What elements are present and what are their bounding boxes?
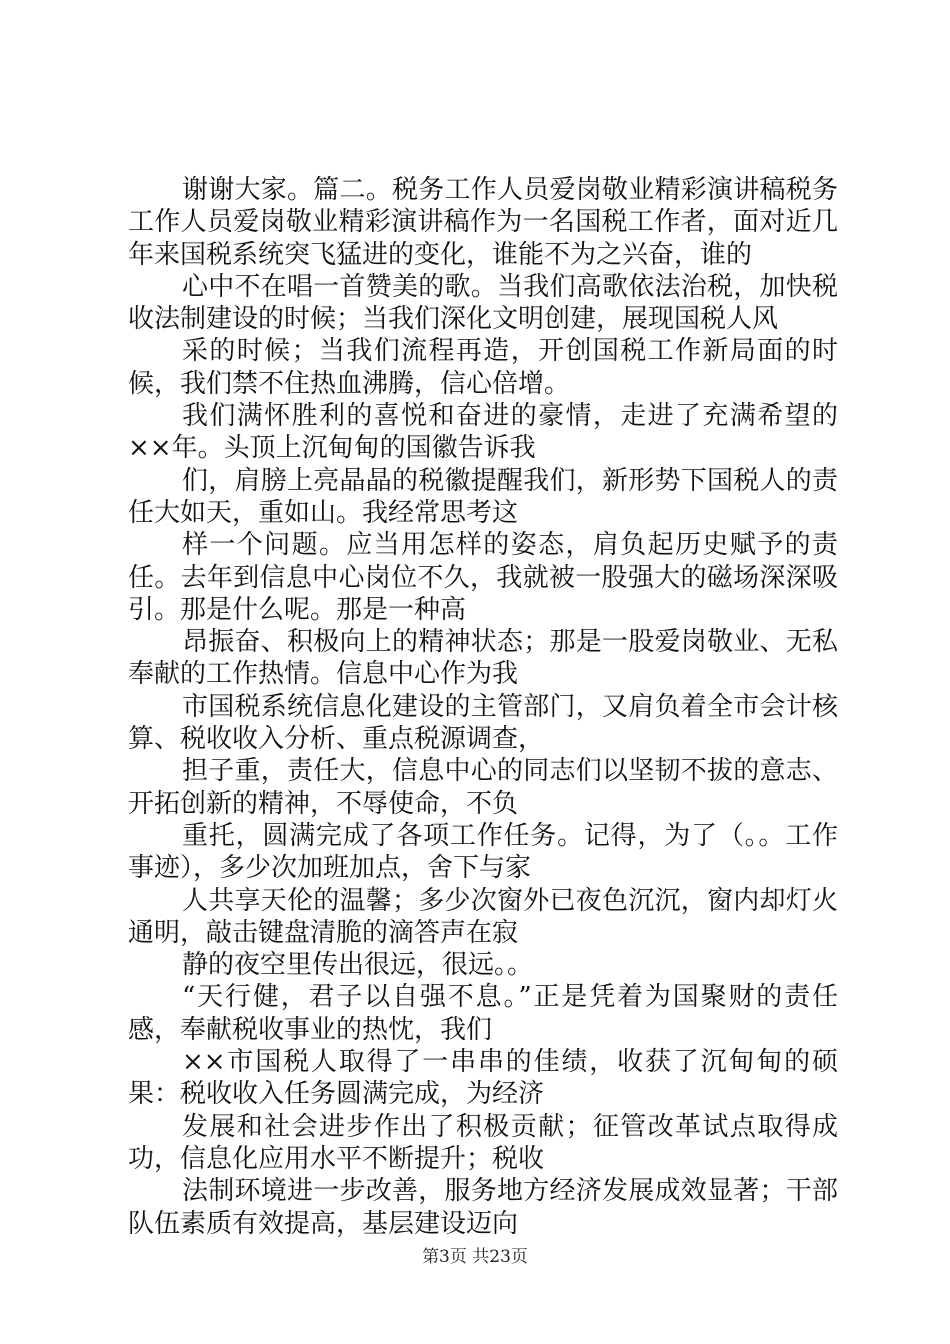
paragraph-11: 人共享天伦的温馨；多少次窗外已夜色沉沉，窗内却灯火通明，敲击键盘清脆的滴答声在寂	[128, 885, 838, 948]
paragraph-7: 昂振奋、积极向上的精神状态；那是一股爱岗敬业、无私奉献的工作热情。信息中心作为我	[128, 627, 838, 690]
paragraph-3: 采的时候；当我们流程再造，开创国税工作新局面的时候，我们禁不住热血沸腾，信心倍增。	[128, 336, 838, 399]
paragraph-9: 担子重，责任大，信息中心的同志们以坚韧不拔的意志、开拓创新的精神，不辱使命，不负	[128, 756, 838, 819]
paragraph-16: 法制环境进一步改善，服务地方经济发展成效显著；干部队伍素质有效提高，基层建设迈向	[128, 1176, 838, 1239]
document-body	[128, 174, 838, 1240]
paragraph-1: 谢谢大家。篇二。税务工作人员爱岗敬业精彩演讲稿税务工作人员爱岗敬业精彩演讲稿作为一名国税工作者，面对近几年来国税系统突飞猛进的变化，谁能不为之兴奋，谁的	[128, 175, 838, 270]
paragraph-5: 们，肩膀上亮晶晶的税徽提醒我们，新形势下国税人的责任大如天，重如山。我经常思考这	[128, 465, 838, 528]
paragraph-10: 重托，圆满完成了各项工作任务。记得，为了（。。工作事迹），多少次加班加点，舍下与家	[128, 820, 838, 884]
page-number-footer: 第3页 共23页	[422, 1247, 528, 1267]
paragraph-12: 静的夜空里传出很远，很远。。	[182, 950, 534, 981]
paragraph-15: 发展和社会进步作出了积极贡献；征管改革试点取得成功，信息化应用水平不断提升；税收	[128, 1111, 838, 1174]
paragraph-8: 市国税系统信息化建设的主管部门，又肩负着全市会计核算、税收收入分析、重点税源调查，	[128, 691, 838, 755]
paragraph-6: 样一个问题。应当用怎样的姿态，肩负起历史赋予的责任。去年到信息中心岗位不久，我就被一股强大的磁场深深吸引。那是什么呢。那是一种高	[128, 530, 838, 625]
paragraph-13: “天行健，君子以自强不息。”正是凭着为国聚财的责任感，奉献税收事业的热忱，我们	[128, 982, 838, 1045]
paragraph-14: ××市国税人取得了一串串的佳绩，收获了沉甸甸的硕果：税收收入任务圆满完成，为经济	[128, 1047, 838, 1110]
paragraph-4: 我们满怀胜利的喜悦和奋进的豪情，走进了充满希望的××年。头顶上沉甸甸的国徽告诉我	[128, 401, 838, 464]
paragraph-2: 心中不在唱一首赞美的歌。当我们高歌依法治税，加快税收法制建设的时候；当我们深化文明创建，展现国税人风	[128, 271, 838, 335]
